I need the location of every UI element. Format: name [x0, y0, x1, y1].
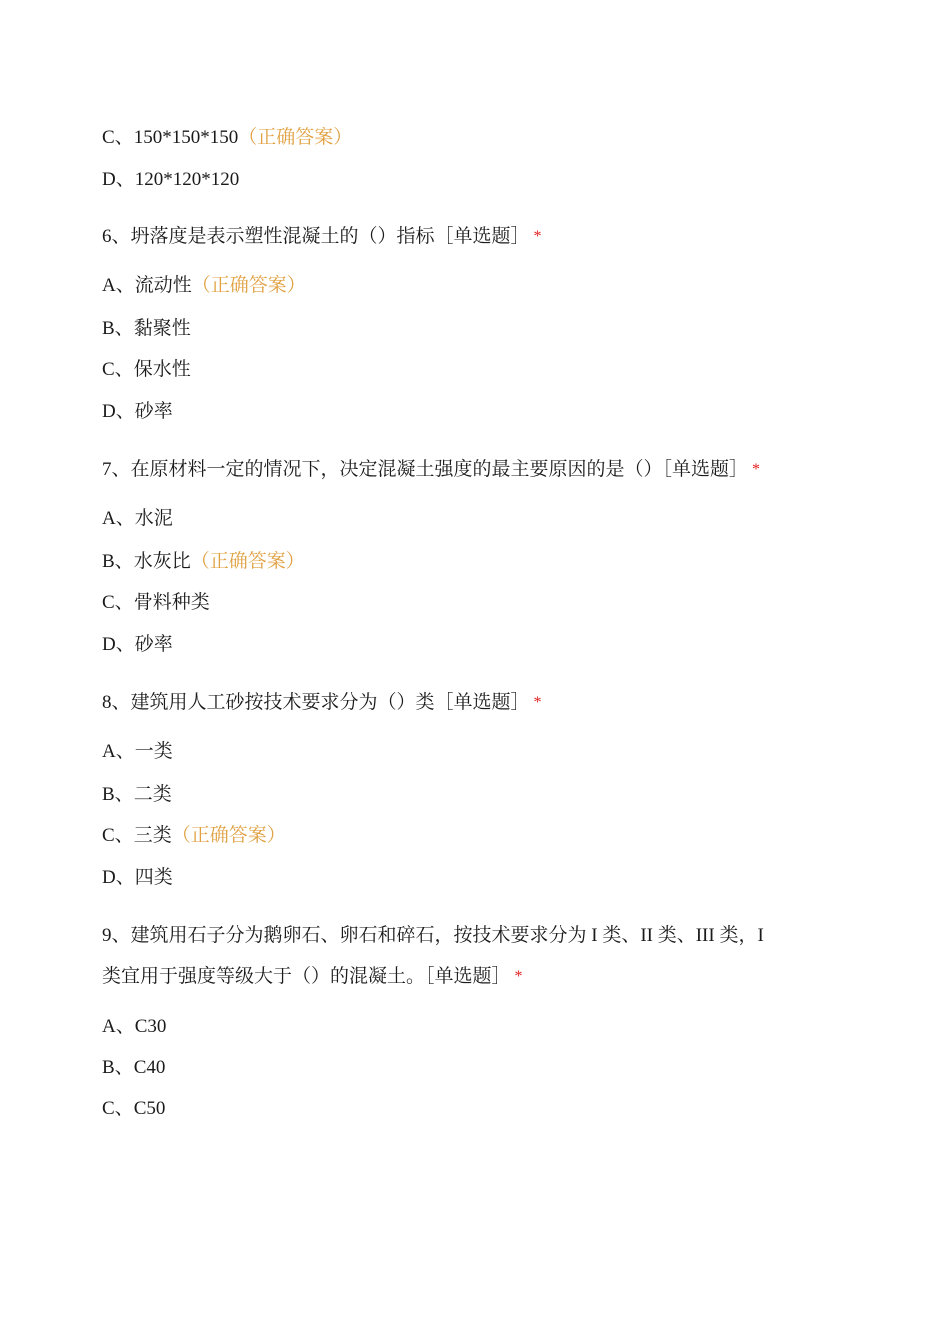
- option-letter: B、: [102, 318, 134, 339]
- option-text: 砂率: [134, 401, 173, 422]
- option-text: 保水性: [133, 359, 191, 380]
- option-letter: A、: [102, 1016, 135, 1037]
- option-letter: C、: [102, 359, 134, 380]
- option-text: 砂率: [134, 634, 173, 655]
- option-letter: C、: [102, 825, 134, 846]
- option-text: 120*120*120: [134, 169, 240, 190]
- option-letter: D、: [102, 634, 135, 655]
- question-8-option-d: [102, 866, 850, 890]
- option-letter: C、: [102, 592, 134, 613]
- question-7-option-c: [102, 591, 850, 615]
- question-6-option-a: [102, 274, 850, 298]
- option-text: 四类: [134, 867, 173, 888]
- required-marker: *: [533, 694, 542, 711]
- question-text: 9、建筑用石子分为鹅卵石、卵石和碎石，按技术要求分为 I 类、II 类、III 类，I: [102, 925, 764, 946]
- correct-answer-mark: （正确答案）: [238, 127, 353, 148]
- question-8-option-b: [102, 783, 850, 807]
- option-text: 骨料种类: [133, 592, 210, 613]
- option-text: 黏聚性: [133, 318, 191, 339]
- option-text: 150*150*150: [133, 127, 239, 148]
- option-text: C50: [133, 1098, 166, 1119]
- option-c-prev: [102, 126, 850, 150]
- option-text: 流动性: [134, 275, 192, 296]
- option-text: C30: [134, 1016, 167, 1037]
- option-letter: B、: [102, 1057, 134, 1078]
- question-text: 7、在原材料一定的情况下，决定混凝土强度的最主要原因的是（）［单选题］: [102, 459, 749, 480]
- option-d-prev: [102, 168, 850, 192]
- option-letter: A、: [102, 508, 135, 529]
- question-9-option-b: [102, 1056, 850, 1080]
- option-text: C40: [133, 1057, 166, 1078]
- correct-answer-mark: （正确答案）: [190, 551, 305, 572]
- question-7-title: [102, 458, 850, 482]
- question-9-option-c: [102, 1097, 850, 1121]
- required-marker: *: [533, 228, 542, 245]
- correct-answer-mark: （正确答案）: [191, 275, 306, 296]
- question-9-option-a: [102, 1015, 850, 1039]
- option-letter: D、: [102, 401, 135, 422]
- question-8-title: [102, 691, 850, 715]
- option-text: 一类: [134, 741, 173, 762]
- question-7-option-d: [102, 633, 850, 657]
- question-6-option-d: [102, 400, 850, 424]
- correct-answer-mark: （正确答案）: [171, 825, 286, 846]
- option-letter: A、: [102, 275, 135, 296]
- question-9-title-line-1: [102, 924, 850, 948]
- question-7-option-b: [102, 550, 850, 574]
- question-8-option-a: [102, 740, 850, 764]
- required-marker: *: [514, 968, 523, 985]
- option-letter: D、: [102, 169, 135, 190]
- option-text: 二类: [133, 784, 172, 805]
- question-text: 8、建筑用人工砂按技术要求分为（）类［单选题］: [102, 692, 530, 713]
- question-7-option-a: [102, 507, 850, 531]
- question-6-title: [102, 225, 850, 249]
- question-6-option-c: [102, 358, 850, 382]
- option-text: 水灰比: [133, 551, 191, 572]
- option-letter: A、: [102, 741, 135, 762]
- question-text: 6、坍落度是表示塑性混凝土的（）指标［单选题］: [102, 226, 530, 247]
- option-letter: C、: [102, 1098, 134, 1119]
- option-text: 水泥: [134, 508, 173, 529]
- required-marker: *: [752, 461, 761, 478]
- question-text: 类宜用于强度等级大于（）的混凝土。［单选题］: [102, 966, 511, 987]
- question-8-option-c: [102, 824, 850, 848]
- option-letter: B、: [102, 551, 134, 572]
- question-6-option-b: [102, 317, 850, 341]
- option-letter: B、: [102, 784, 134, 805]
- question-9-title-line-2: [102, 965, 850, 989]
- option-letter: D、: [102, 867, 135, 888]
- option-letter: C、: [102, 127, 134, 148]
- option-text: 三类: [133, 825, 172, 846]
